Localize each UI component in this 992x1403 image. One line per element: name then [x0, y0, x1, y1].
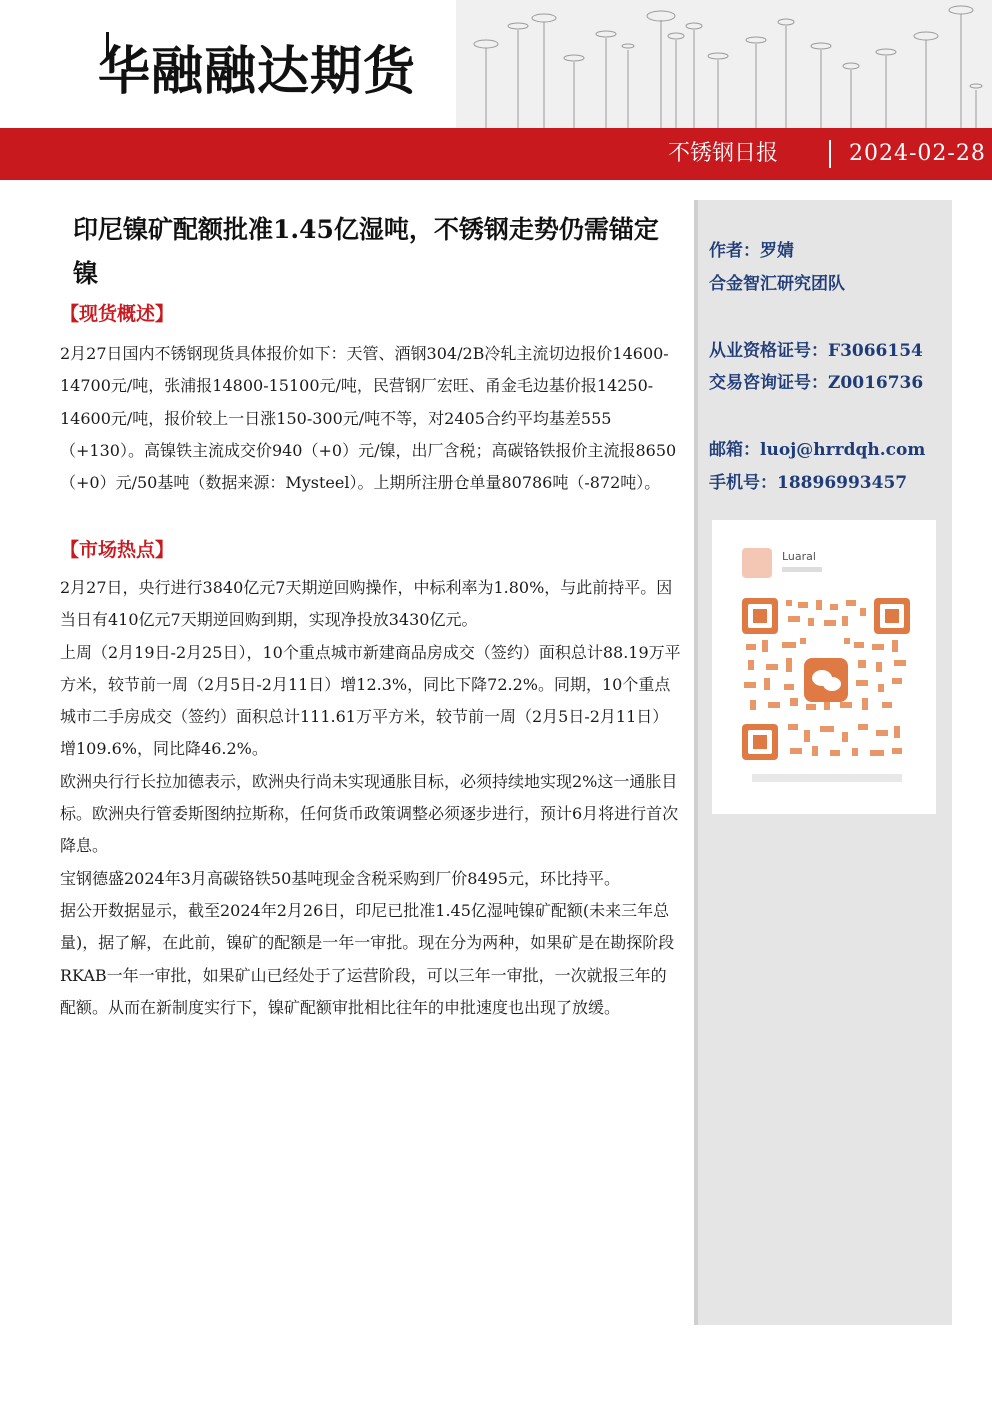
section-body-spot [60, 338, 682, 499]
section-body-market [60, 572, 682, 1024]
header-divider [829, 140, 831, 168]
paragraph: 据公开数据显示，截至2024年2月26日，印尼已批准1.45亿湿吨镍矿配额(未来三年总量)，据了解，在此前，镍矿的配额是一年一审批。现在分为两种，如果矿是在勘探阶段RKAB一年一审批，如果矿山已经处于了运营阶段，可以三年一审批，一次就报三年的配额。从而在新制度实行下，镍矿配额审批相比往年的申批速度也出现了放缓。 [60, 900, 675, 1017]
section-heading-market: 【市场热点】 [60, 539, 175, 561]
avatar [742, 548, 772, 578]
paragraph: 欧洲央行行长拉加德表示，欧洲央行尚未实现通胀目标，必须持续地实现2%这一通胀目标。欧洲央行管委斯图纳拉斯称，任何货币政策调整必须逐步进行，预计6月将进行首次降息。 [60, 771, 679, 856]
license-number: 从业资格证号：F3066154 [709, 341, 923, 361]
header-red-bar [0, 128, 992, 180]
author-name: 作者：罗婧 [709, 241, 794, 261]
wechat-qr-card [712, 520, 936, 814]
article-title: 印尼镍矿配额批准1.45亿湿吨，不锈钢走势仍需锚定镍 [73, 215, 659, 288]
qr-code-icon [742, 598, 910, 760]
sidebar-divider [694, 200, 698, 1325]
qr-caption [752, 774, 902, 782]
consult-number: 交易咨询证号：Z0016736 [709, 373, 924, 393]
report-date: 2024-02-28 [849, 141, 986, 166]
section-heading-spot: 【现货概述】 [60, 303, 175, 325]
company-logo: 华融融达期货 [98, 42, 417, 102]
qr-subtitle [782, 567, 822, 572]
header-decoration [456, 0, 992, 128]
email-address[interactable]: 邮箱：luoj@hrrdqh.com [709, 440, 926, 460]
qr-contact-name: Luaral [782, 550, 816, 563]
report-type: 不锈钢日报 [668, 141, 779, 166]
phone-number: 手机号：18896993457 [709, 473, 908, 493]
paragraph: 2月27日国内不锈钢现货具体报价如下：天管、酒钢304/2B冷轧主流切边报价14600-14700元/吨，张浦报14800-15100元/吨，民营钢厂宏旺、甬金毛边基价报14250-14600元/吨，报价较上一日涨150-300元/吨不等，对2405合约平均基差555（+130）。高镍铁主流成交价940（+0）元/镍，出厂含税；高碳铬铁报价主流报8650（+0）元/50基吨（数据来源：Mysteel）。上期所注册仓单量80786吨（-872吨）。 [60, 344, 677, 493]
research-team: 合金智汇研究团队 [709, 274, 845, 294]
paragraph: 上周（2月19日-2月25日），10个重点城市新建商品房成交（签约）面积总计88.19万平方米，较节前一周（2月5日-2月11日）增12.3%，同比下降72.2%。同期，10个重点城市二手房成交（签约）面积总计111.61万平方米，较节前一周（2月5日-2月11日）增109.6%，同比降46.2%。 [60, 642, 681, 759]
paragraph: 宝钢德盛2024年3月高碳铬铁50基吨现金含税采购到厂价8495元，环比持平。 [60, 868, 620, 888]
paragraph: 2月27日，央行进行3840亿元7天期逆回购操作，中标利率为1.80%，与此前持平。因当日有410亿元7天期逆回购到期，实现净投放3430亿元。 [60, 578, 673, 630]
